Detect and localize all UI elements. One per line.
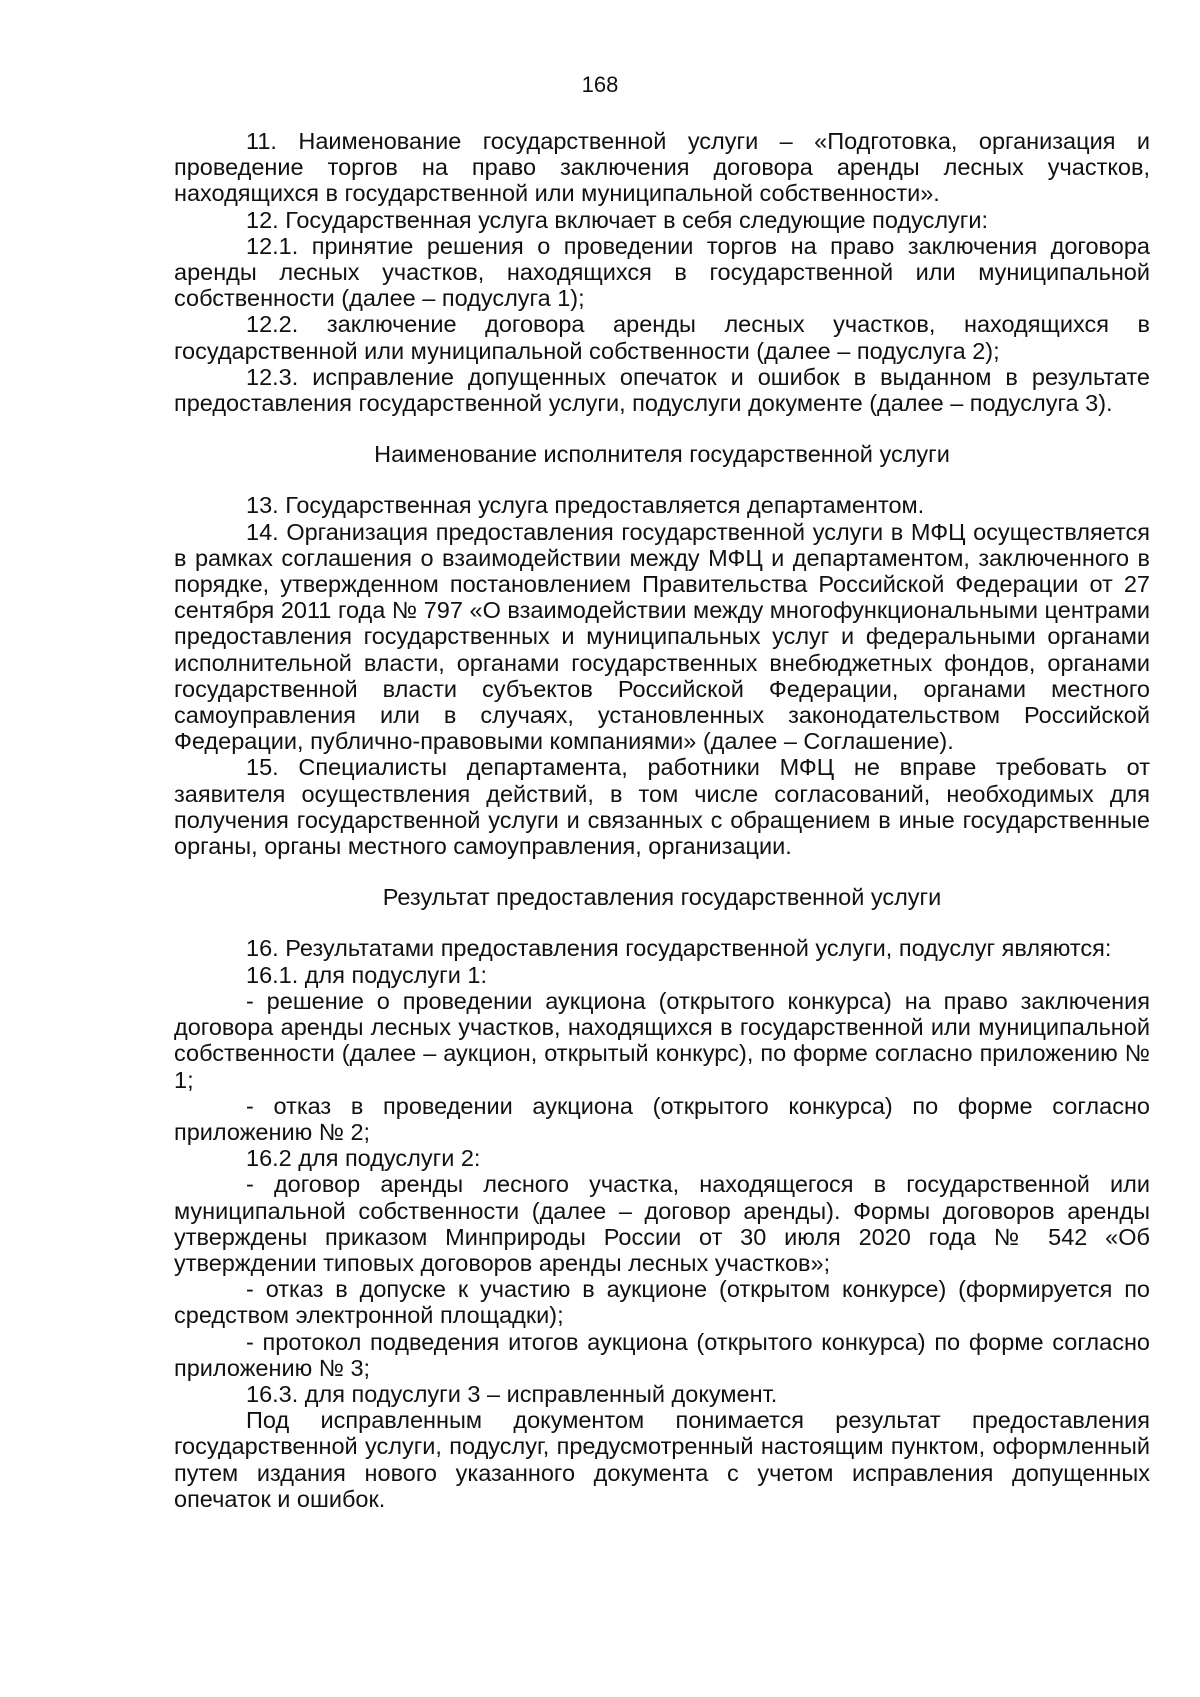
paragraph-15: 15. Специалисты департамента, работники МФЦ не вправе требовать от заявителя осуществления действий, в том числе согласований, необходимых для получения государственной услуги и связанных с обращением в иные государственные органы, органы местного самоуправления, организации. (174, 754, 1150, 860)
list-item-auction-protocol: - протокол подведения итогов аукциона (открытого конкурса) по форме согласно приложению № 3; (174, 1328, 1150, 1381)
paragraph-13: 13. Государственная услуга предоставляется департаментом. (246, 492, 925, 519)
page-number: 168 (581, 72, 619, 97)
document-body (174, 128, 1150, 1512)
section-gap (174, 859, 1150, 884)
section-gap (174, 416, 1150, 441)
section-heading-executor: Наименование исполнителя государственной услуги (374, 441, 950, 468)
paragraph-16-2: 16.2 для подуслуги 2: (246, 1145, 481, 1172)
paragraph-16-3: 16.3. для подуслуги 3 – исправленный документ. (246, 1380, 778, 1407)
list-item-admission-refusal: - отказ в допуске к участию в аукционе (открытом конкурсе) (формируется по средством электронной площадки); (174, 1276, 1150, 1329)
paragraph-corrected-document: Под исправленным документом понимается результат предоставления государственной услуги, подуслуг, предусмотренный настоящим пунктом, оформленный путем издания нового указанного документа с учетом исправления допущенных опечаток и ошибок. (174, 1407, 1150, 1512)
paragraph-11: 11. Наименование государственной услуги – «Подготовка, организация и проведение торгов на право заключения договора аренды лесных участков, находящихся в государственной или муниципальной собственности». (174, 128, 1150, 207)
list-item-auction-refusal: - отказ в проведении аукциона (открытого конкурса) по форме согласно приложению № 2; (174, 1092, 1150, 1145)
list-item-lease-contract: - договор аренды лесного участка, находящегося в государственной или муниципальной собственности (далее – договор аренды). Формы договоров аренды утверждены приказом Минприроды России от 30 июля 2020 года № 542 «Об утверждении типовых договоров аренды лесных участков»; (174, 1171, 1150, 1276)
paragraph-12-1: 12.1. принятие решения о проведении торгов на право заключения договора аренды лесных участков, находящихся в государственной или муниципальной собственности (далее – подуслуга 1); (174, 232, 1150, 312)
list-item-auction-decision: - решение о проведении аукциона (открытого конкурса) на право заключения договора аренды лесных участков, находящихся в государственной или муниципальной собственности (далее – аукцион, открытый конкурс), по форме согласно приложению № 1; (174, 987, 1150, 1093)
paragraph-12-2: 12.2. заключение договора аренды лесных участков, находящихся в государственной или муниципальной собственности (далее – подуслуга 2); (174, 311, 1150, 364)
paragraph-12-3: 12.3. исправление допущенных опечаток и ошибок в выданном в результате предоставления государственной услуги, подуслуги документе (далее – подуслуга 3). (174, 363, 1150, 417)
paragraph-14: 14. Организация предоставления государственной услуги в МФЦ осуществляется в рамках соглашения о взаимодействии между МФЦ и департаментом, заключенного в порядке, утвержденном постановлением Правительства Российской Федерации от 27 сентября 2011 года № 797 «О взаимодействии между многофункциональными центрами предоставления государственных и муниципальных услуг и федеральными органами исполнительной власти, органами государственных внебюджетных фондов, органами государственной власти субъектов Российской Федерации, органами местного самоуправления или в случаях, установленных законодательством Российской Федерации, публично-правовыми компаниями» (далее – Соглашение). (174, 518, 1150, 755)
paragraph-12: 12. Государственная услуга включает в себя следующие подуслуги: (246, 206, 989, 233)
section-heading-result: Результат предоставления государственной услуги (382, 884, 942, 911)
section-gap (174, 467, 1150, 492)
paragraph-16: 16. Результатами предоставления государственной услуги, подуслуг являются: (246, 935, 1112, 962)
section-gap (174, 910, 1150, 935)
paragraph-16-1: 16.1. для подуслуги 1: (246, 961, 487, 988)
